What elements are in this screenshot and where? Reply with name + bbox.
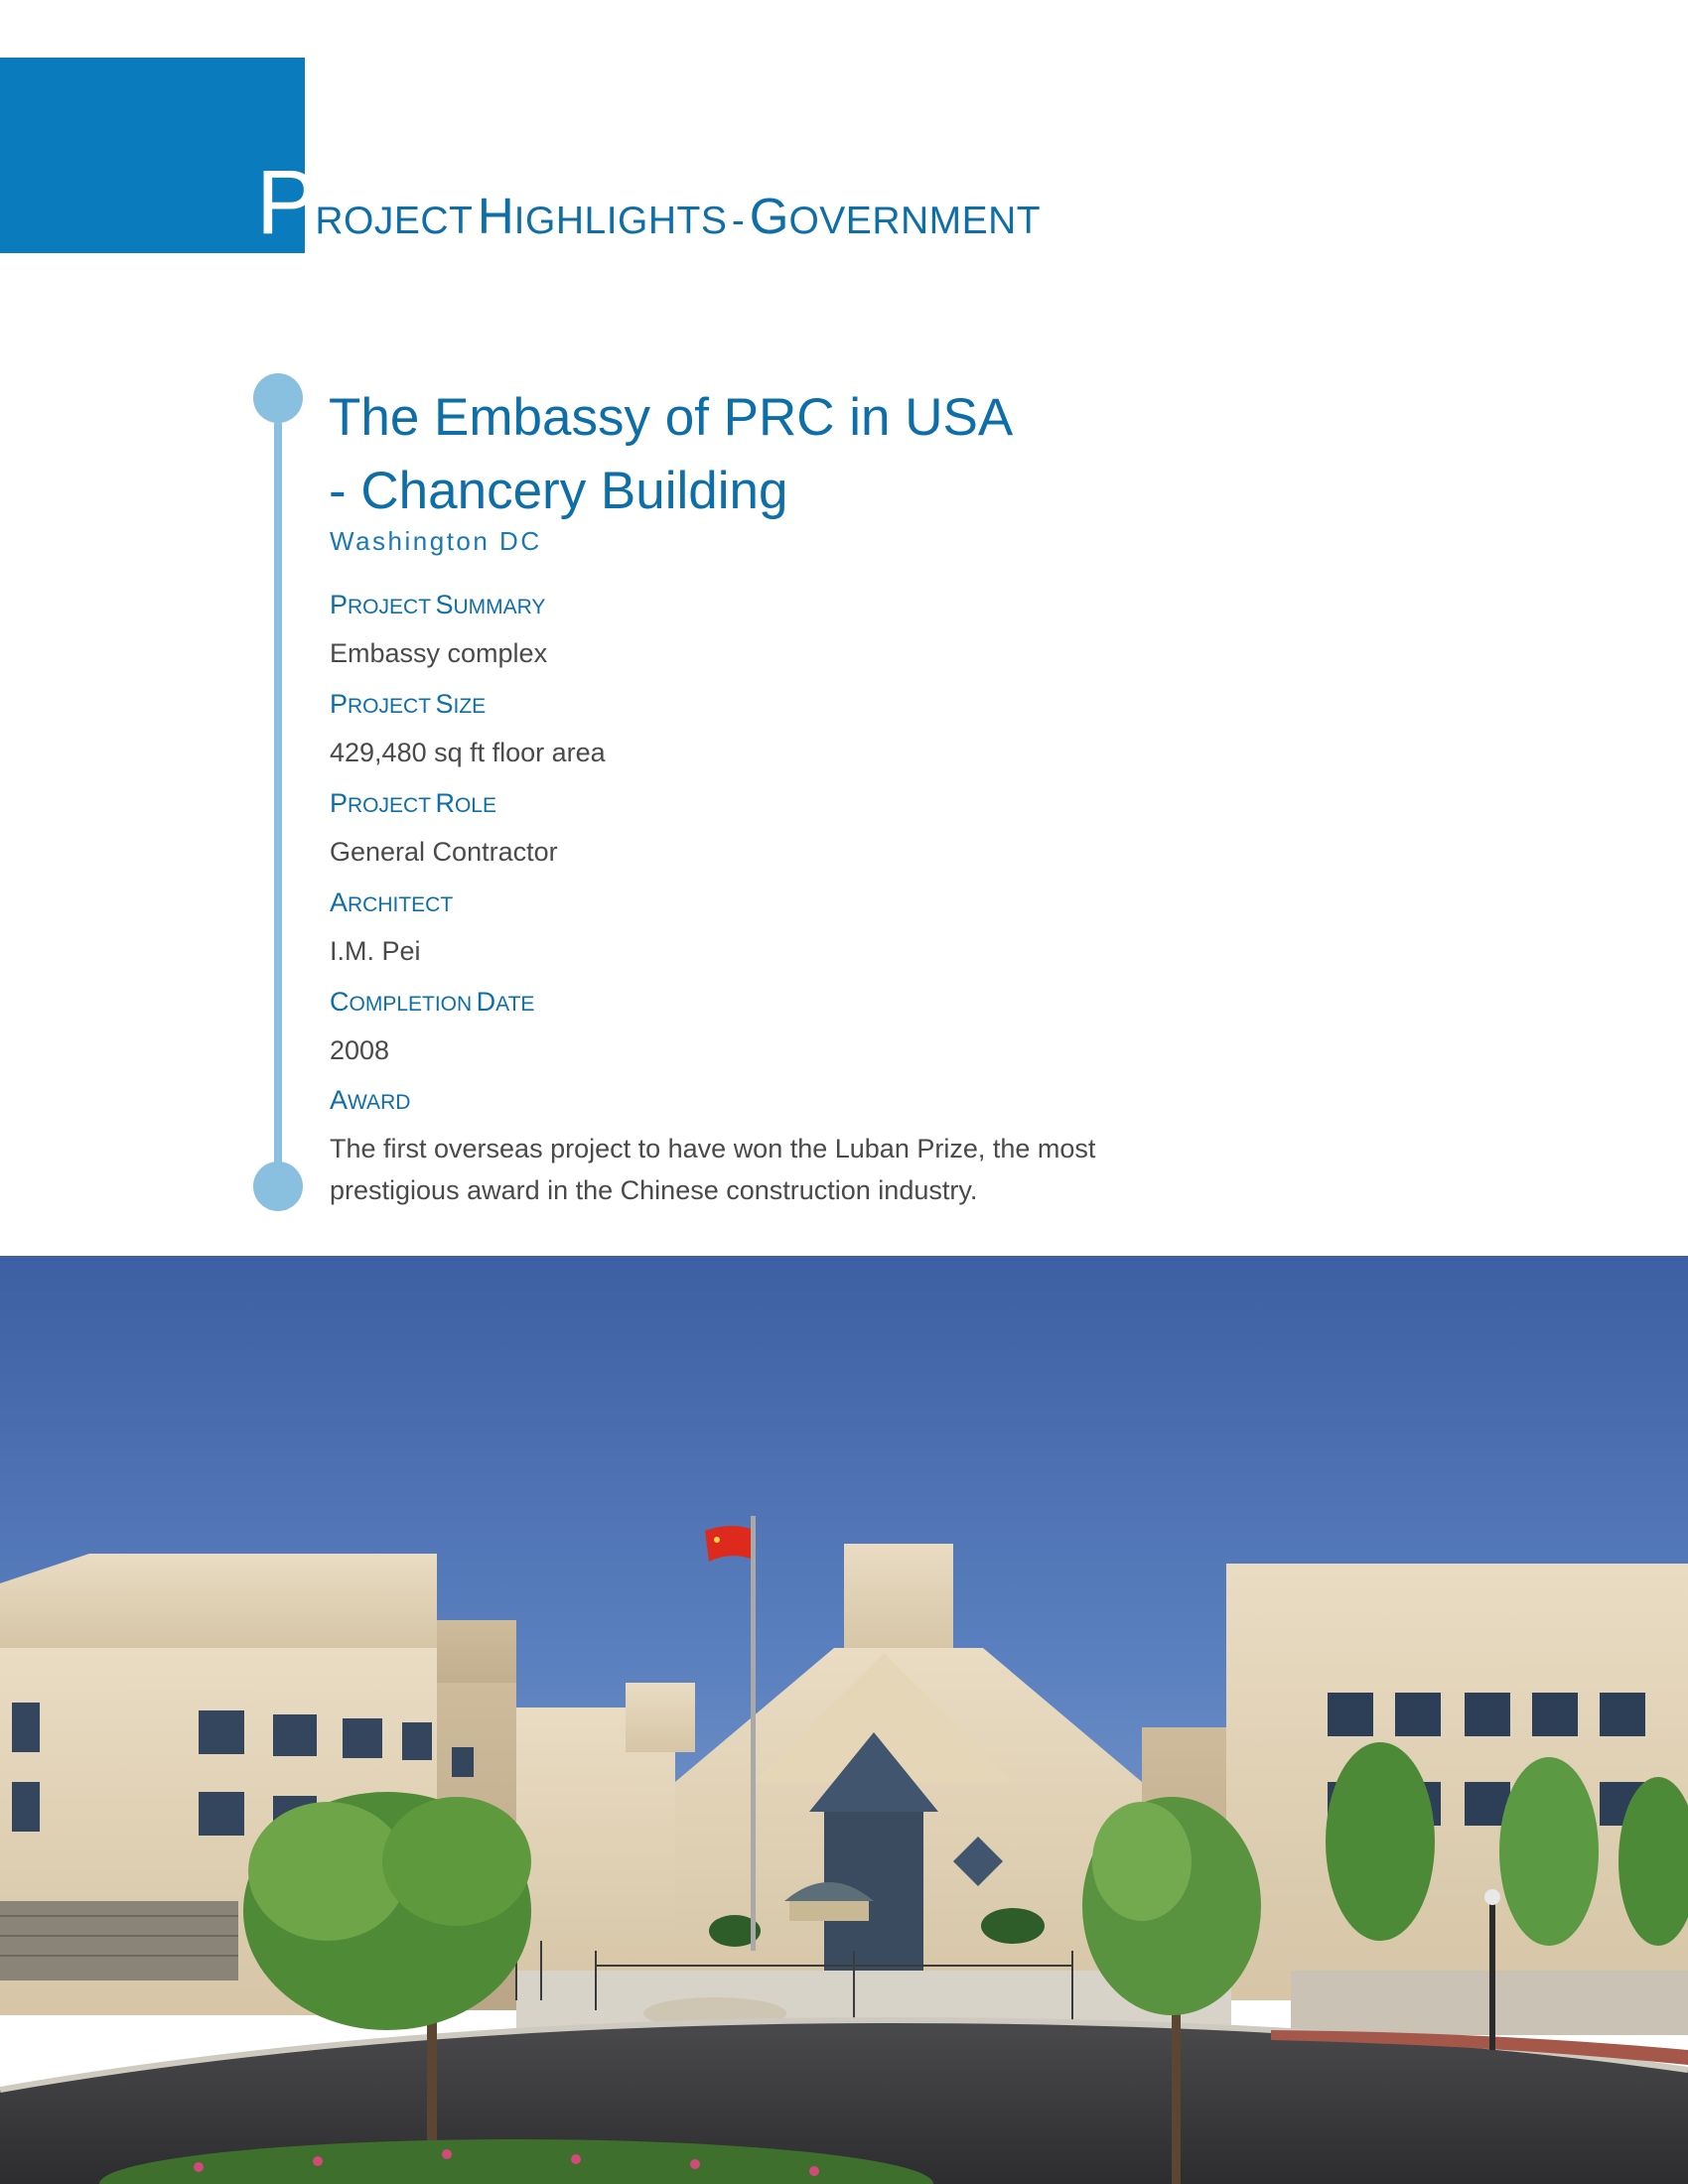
field-label: COMPLETION DATE: [330, 987, 535, 1017]
field-value: The first overseas project to have won the Luban Prize, the most prestigious award in the Chinese construction industry.: [330, 1134, 1096, 1205]
field-label: AWARD: [330, 1085, 411, 1115]
field-architect: [330, 889, 1223, 972]
field-award: [330, 1087, 1223, 1211]
embassy-photo: [0, 1256, 1688, 2184]
field-label: ARCHITECT: [330, 887, 454, 917]
field-project-role: [330, 790, 1223, 873]
field-value: Embassy complex: [330, 638, 548, 668]
field-value: I.M. Pei: [330, 936, 421, 966]
lamp-post: [1489, 1901, 1495, 2050]
project-title-line-1: The Embassy of PRC in USA: [329, 388, 1014, 447]
field-value: 2008: [330, 1035, 390, 1065]
field-project-size: [330, 691, 1223, 773]
timeline-dot-top: [253, 373, 303, 423]
field-project-summary: [330, 592, 1223, 674]
field-completion-date: [330, 989, 1223, 1071]
project-title: [329, 381, 1322, 528]
section-title: PROJECT HIGHLIGHTS - GOVERNMENT: [256, 152, 1042, 253]
field-label: PROJECT ROLE: [330, 788, 496, 818]
timeline-dot-bottom: [253, 1161, 303, 1211]
section-title-initial: P: [256, 152, 316, 253]
field-label: PROJECT SIZE: [330, 689, 487, 719]
project-location: Washington DC: [330, 526, 542, 556]
timeline-line: [274, 397, 282, 1185]
field-value: 429,480 sq ft floor area: [330, 738, 606, 767]
field-value: General Contractor: [330, 837, 558, 867]
field-label: PROJECT SUMMARY: [330, 590, 546, 619]
project-title-line-2: - Chancery Building: [329, 462, 788, 520]
